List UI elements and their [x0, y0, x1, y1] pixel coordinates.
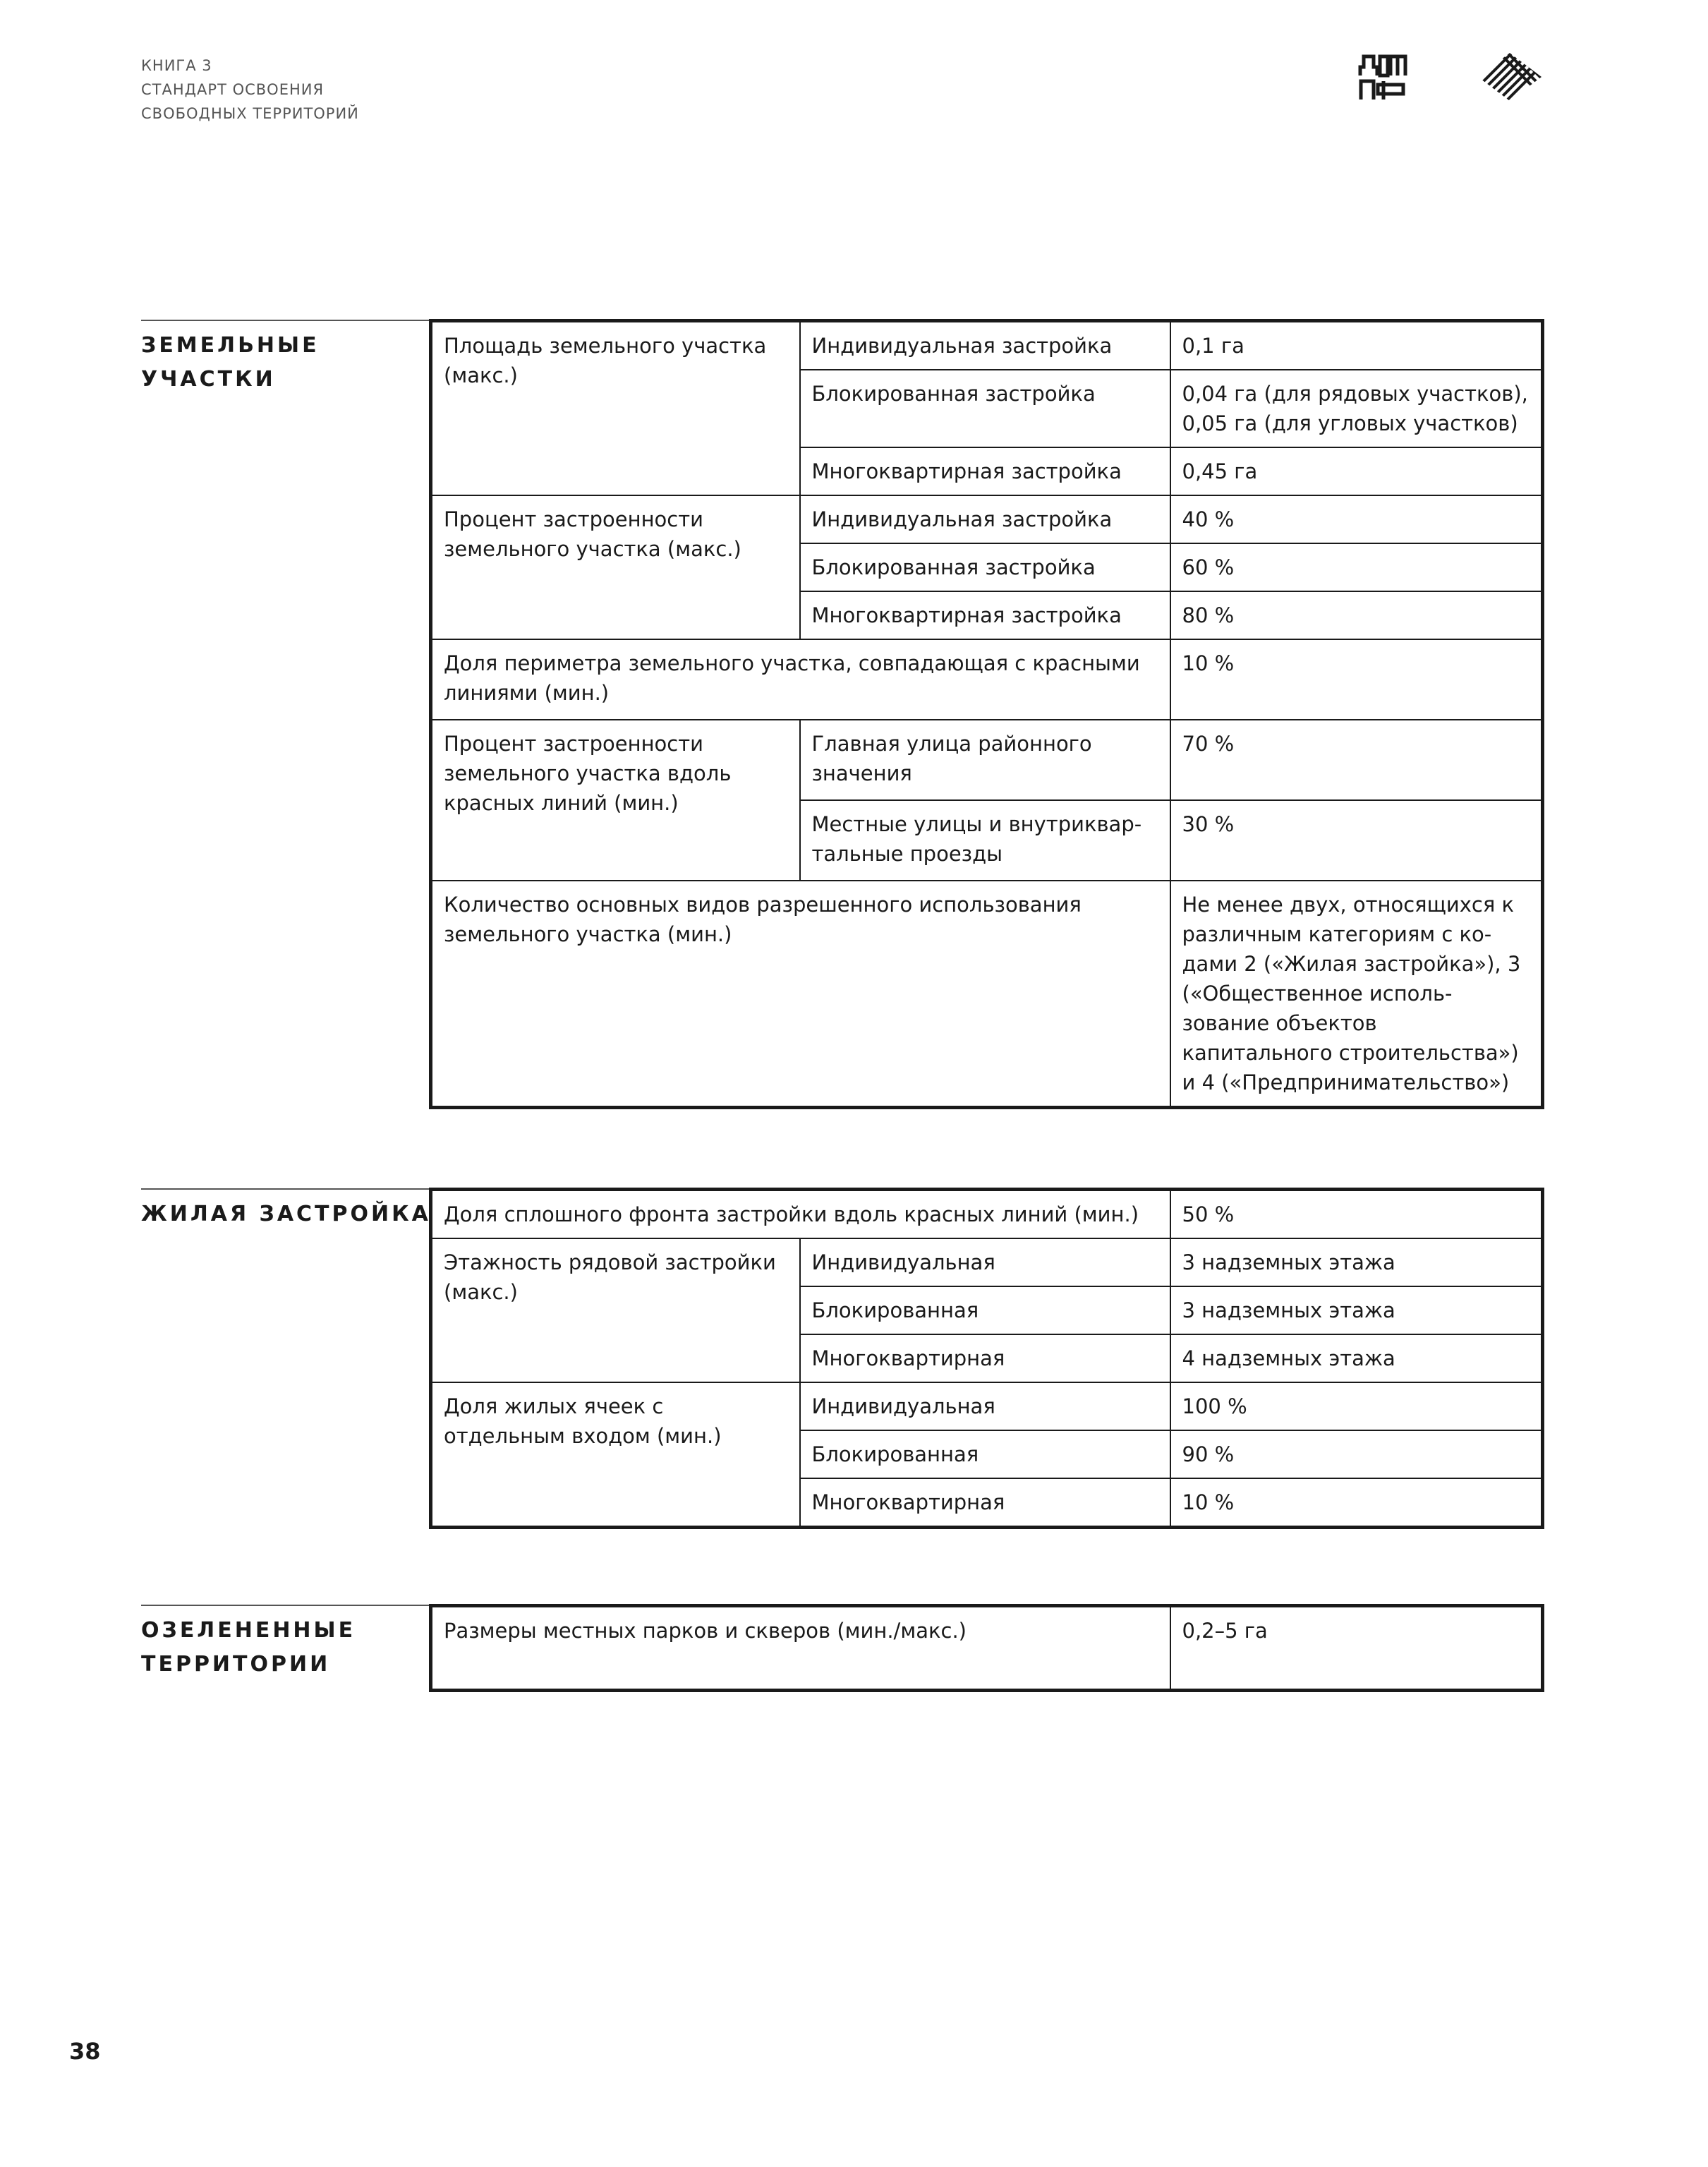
dom-rf-logo	[1358, 53, 1407, 101]
parameter-cell: Доля жилых ячеек с отдельным входом (мин.)	[431, 1382, 800, 1528]
category-cell: Блокированная	[800, 1430, 1170, 1478]
value-cell: 0,45 га	[1170, 447, 1543, 495]
section-divider	[141, 1188, 429, 1190]
parameter-cell: Доля периметра земельного участка, совпадающая с красными линиями (мин.)	[431, 639, 1170, 720]
striped-diamond-logo	[1478, 53, 1542, 101]
parameter-cell: Количество основных видов разрешенного использования земельного участка (мин.)	[431, 881, 1170, 1108]
value-cell: 10 %	[1170, 1478, 1543, 1528]
category-cell: Блокированная	[800, 1286, 1170, 1334]
section-title-line: УЧАСТКИ	[141, 367, 276, 392]
value-line: 0,04 га (для рядовых участков),	[1182, 382, 1528, 406]
value-cell: 100 %	[1170, 1382, 1543, 1430]
value-cell: 50 %	[1170, 1190, 1543, 1239]
table-row	[431, 720, 1543, 800]
category-cell: Блокированная застройка	[800, 543, 1170, 591]
value-cell: 10 %	[1170, 639, 1543, 720]
housing-parameters-table	[429, 1188, 1544, 1529]
land-parameters-table	[429, 319, 1544, 1109]
category-cell: Местные улицы и внутриквартальные проезды	[800, 800, 1170, 881]
category-cell: Многоквартирная застройка	[800, 591, 1170, 639]
value-cell: 0,2–5 га	[1170, 1606, 1543, 1691]
category-cell: Многоквартирная застройка	[800, 447, 1170, 495]
green-parameters-table	[429, 1604, 1544, 1692]
header-line-3: СВОБОДНЫХ ТЕРРИТОРИЙ	[141, 105, 359, 122]
parameter-cell: Этажность рядовой застройки (макс.)	[431, 1238, 800, 1382]
category-cell: Многоквартирная	[800, 1334, 1170, 1382]
table-row	[431, 639, 1543, 720]
value-cell: 80 %	[1170, 591, 1543, 639]
value-cell: 0,1 га	[1170, 321, 1543, 370]
category-cell: Многоквартирная	[800, 1478, 1170, 1528]
section-divider	[141, 1605, 429, 1606]
header-line-1: КНИГА 3	[141, 57, 212, 74]
category-cell: Индивидуальная	[800, 1382, 1170, 1430]
value-cell: Не менее двух, относящихся к различным категориям с кодами 2 («Жилая застройка»), 3 («Общественное использование объектов капитального строительства») и 4 («Предпринимательство»)	[1170, 881, 1543, 1108]
section-title-green	[141, 1614, 356, 1682]
value-cell: 90 %	[1170, 1430, 1543, 1478]
section-divider	[141, 320, 429, 321]
category-cell: Главная улица районного значения	[800, 720, 1170, 800]
table-row	[431, 881, 1543, 1108]
value-cell: 70 %	[1170, 720, 1543, 800]
value-cell: 30 %	[1170, 800, 1543, 881]
value-line: 0,05 га (для угловых участков)	[1182, 411, 1518, 435]
table-row	[431, 1382, 1543, 1430]
parameter-cell: Площадь земельного участка (макс.)	[431, 321, 800, 496]
table-row	[431, 1190, 1543, 1239]
section-title-land	[141, 329, 320, 397]
section-title-line: ОЗЕЛЕНЕННЫЕ	[141, 1618, 356, 1643]
value-cell: 3 надземных этажа	[1170, 1286, 1543, 1334]
table-row	[431, 1238, 1543, 1286]
parameter-cell: Процент застроенности земельного участка (макс.)	[431, 495, 800, 639]
table-row	[431, 321, 1543, 370]
header-line-2: СТАНДАРТ ОСВОЕНИЯ	[141, 81, 325, 98]
category-cell: Индивидуальная застройка	[800, 495, 1170, 543]
parameter-cell: Процент застроенности земельного участка вдоль красных линий (мин.)	[431, 720, 800, 881]
category-cell: Индивидуальная застройка	[800, 321, 1170, 370]
value-cell: 60 %	[1170, 543, 1543, 591]
section-title-line: ЗЕМЕЛЬНЫЕ	[141, 333, 320, 358]
section-title-line: ТЕРРИТОРИИ	[141, 1652, 331, 1677]
value-cell: 3 надземных этажа	[1170, 1238, 1543, 1286]
value-cell	[1170, 370, 1543, 447]
table-row	[431, 495, 1543, 543]
book-header	[141, 54, 359, 126]
table-row	[431, 1606, 1543, 1691]
parameter-cell: Размеры местных парков и скверов (мин./макс.)	[431, 1606, 1170, 1691]
page-number: 38	[69, 2038, 101, 2065]
category-cell: Блокированная застройка	[800, 370, 1170, 447]
value-cell: 40 %	[1170, 495, 1543, 543]
parameter-cell: Доля сплошного фронта застройки вдоль красных линий (мин.)	[431, 1190, 1170, 1239]
category-cell: Индивидуальная	[800, 1238, 1170, 1286]
section-title-housing: ЖИЛАЯ ЗАСТРОЙКА	[141, 1202, 431, 1226]
value-cell: 4 надземных этажа	[1170, 1334, 1543, 1382]
